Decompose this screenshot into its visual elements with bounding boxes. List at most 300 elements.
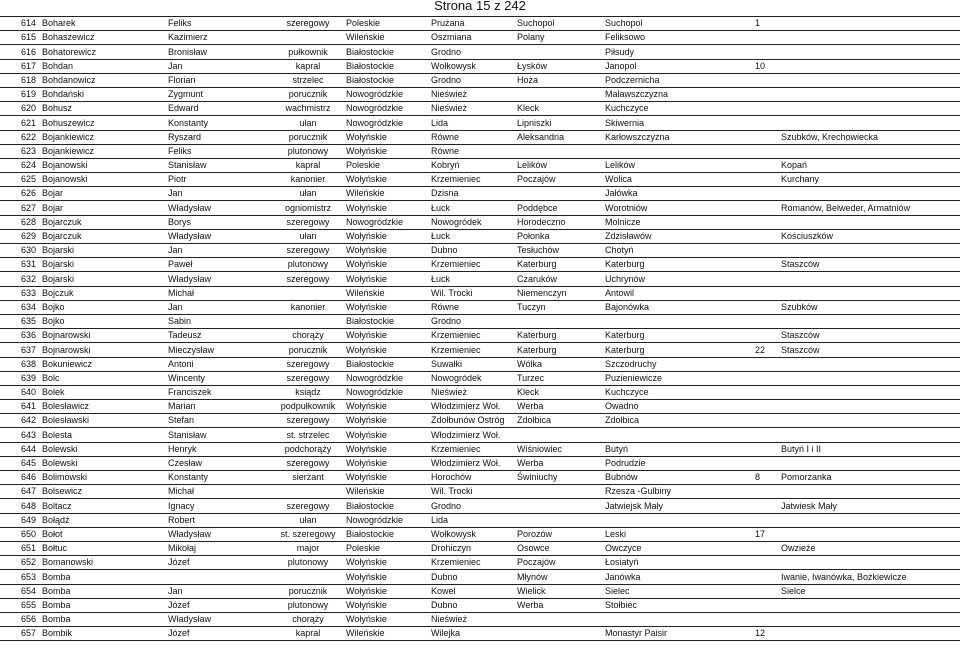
- row-number-cell: 638: [0, 357, 40, 371]
- row-number-cell: 631: [0, 258, 40, 272]
- row-number-cell: 649: [0, 513, 40, 527]
- row-number-cell: 655: [0, 598, 40, 612]
- locality-cell: Szczodruchy: [603, 357, 753, 371]
- rank-cell: major: [272, 541, 344, 555]
- rank-cell: chorąży: [272, 329, 344, 343]
- voivodeship-cell: Wileńskie: [344, 485, 429, 499]
- extra-number-cell: [753, 173, 779, 187]
- locality-cell: Feliksowo: [603, 31, 753, 45]
- extra-number-cell: [753, 244, 779, 258]
- locality-cell: Bajonówka: [603, 300, 753, 314]
- extra-number-cell: [753, 201, 779, 215]
- first-name-cell: Robert: [166, 513, 272, 527]
- first-name-cell: Ignacy: [166, 499, 272, 513]
- surname-cell: Bohuszewicz: [40, 116, 166, 130]
- first-name-cell: Władysław: [166, 229, 272, 243]
- table-row: [0, 513, 960, 527]
- rank-cell: wachmistrz: [272, 102, 344, 116]
- voivodeship-cell: Białostockie: [344, 499, 429, 513]
- row-number-cell: 624: [0, 158, 40, 172]
- row-number-cell: 625: [0, 173, 40, 187]
- locality-cell: Uchrynów: [603, 272, 753, 286]
- rank-cell: porucznik: [272, 584, 344, 598]
- county-cell: Włodzimierz Woł.: [429, 428, 515, 442]
- voivodeship-cell: Białostockie: [344, 314, 429, 328]
- voivodeship-cell: Wołyńskie: [344, 201, 429, 215]
- row-number-cell: 635: [0, 314, 40, 328]
- page-label: Strona 15 z 242: [434, 0, 526, 13]
- surname-cell: Bojko: [40, 300, 166, 314]
- table-row: [0, 144, 960, 158]
- row-number-cell: 657: [0, 627, 40, 641]
- voivodeship-cell: Białostockie: [344, 45, 429, 59]
- county-cell: Wil. Trocki: [429, 485, 515, 499]
- county-cell: Nowogródek: [429, 371, 515, 385]
- locality-cell: Kuchczyce: [603, 102, 753, 116]
- voivodeship-cell: Wołyńskie: [344, 229, 429, 243]
- locality-cell: Skiwernia: [603, 116, 753, 130]
- county-cell: Nieśwież: [429, 612, 515, 626]
- table-row: [0, 456, 960, 470]
- extra-number-cell: [753, 556, 779, 570]
- first-name-cell: Edward: [166, 102, 272, 116]
- voivodeship-cell: Wołyńskie: [344, 400, 429, 414]
- extra-number-cell: [753, 329, 779, 343]
- first-name-cell: Piotr: [166, 173, 272, 187]
- rank-cell: pułkownik: [272, 45, 344, 59]
- commune-cell: Lipniszki: [515, 116, 603, 130]
- row-number-cell: 620: [0, 102, 40, 116]
- county-cell: Nieśwież: [429, 87, 515, 101]
- settlement-cell: [779, 215, 960, 229]
- commune-cell: Tuczyn: [515, 300, 603, 314]
- settlement-cell: [779, 428, 960, 442]
- rank-cell: podpułkownik: [272, 400, 344, 414]
- first-name-cell: Jan: [166, 59, 272, 73]
- table-row: [0, 400, 960, 414]
- voivodeship-cell: Wołyńskie: [344, 258, 429, 272]
- table-row: [0, 272, 960, 286]
- table-row: [0, 73, 960, 87]
- first-name-cell: Bronisław: [166, 45, 272, 59]
- row-number-cell: 622: [0, 130, 40, 144]
- settlement-cell: [779, 59, 960, 73]
- first-name-cell: Józef: [166, 627, 272, 641]
- surname-cell: Bojnarowski: [40, 343, 166, 357]
- county-cell: Lida: [429, 513, 515, 527]
- first-name-cell: Konstanty: [166, 471, 272, 485]
- county-cell: Lida: [429, 116, 515, 130]
- settlement-cell: [779, 187, 960, 201]
- voivodeship-cell: Wileńskie: [344, 31, 429, 45]
- surname-cell: Bojar: [40, 201, 166, 215]
- extra-number-cell: [753, 314, 779, 328]
- surname-cell: Bojarczuk: [40, 229, 166, 243]
- locality-cell: Owczyce: [603, 541, 753, 555]
- first-name-cell: Władysław: [166, 612, 272, 626]
- rank-cell: podchorąży: [272, 442, 344, 456]
- surname-cell: Bombik: [40, 627, 166, 641]
- county-cell: Krzemieniec: [429, 442, 515, 456]
- row-number-cell: 641: [0, 400, 40, 414]
- rank-cell: chorąży: [272, 612, 344, 626]
- table-row: [0, 158, 960, 172]
- rank-cell: kanonier: [272, 300, 344, 314]
- locality-cell: Leski: [603, 527, 753, 541]
- commune-cell: Porozów: [515, 527, 603, 541]
- county-cell: Wil. Trocki: [429, 286, 515, 300]
- table-row: [0, 17, 960, 31]
- settlement-cell: [779, 400, 960, 414]
- table-row: [0, 570, 960, 584]
- row-number-cell: 650: [0, 527, 40, 541]
- row-number-cell: 634: [0, 300, 40, 314]
- voivodeship-cell: Poleskie: [344, 17, 429, 31]
- first-name-cell: Feliks: [166, 17, 272, 31]
- commune-cell: Lelików: [515, 158, 603, 172]
- commune-cell: Horodeczno: [515, 215, 603, 229]
- locality-cell: Janówka: [603, 570, 753, 584]
- rank-cell: szeregowy: [272, 215, 344, 229]
- row-number-cell: 632: [0, 272, 40, 286]
- settlement-cell: Romanów, Belweder, Armatniów: [779, 201, 960, 215]
- county-cell: Łuck: [429, 272, 515, 286]
- extra-number-cell: [753, 499, 779, 513]
- rank-cell: plutonowy: [272, 556, 344, 570]
- extra-number-cell: [753, 584, 779, 598]
- row-number-cell: 616: [0, 45, 40, 59]
- first-name-cell: Ryszard: [166, 130, 272, 144]
- row-number-cell: 644: [0, 442, 40, 456]
- voivodeship-cell: Białostockie: [344, 357, 429, 371]
- table-row: [0, 527, 960, 541]
- settlement-cell: [779, 102, 960, 116]
- row-number-cell: 646: [0, 471, 40, 485]
- locality-cell: Karłowszczyzna: [603, 130, 753, 144]
- first-name-cell: Tadeusz: [166, 329, 272, 343]
- commune-cell: [515, 87, 603, 101]
- row-number-cell: 636: [0, 329, 40, 343]
- commune-cell: Wólka: [515, 357, 603, 371]
- voivodeship-cell: Wołyńskie: [344, 612, 429, 626]
- settlement-cell: Staszców: [779, 329, 960, 343]
- table-row: [0, 102, 960, 116]
- extra-number-cell: [753, 45, 779, 59]
- rank-cell: szeregowy: [272, 357, 344, 371]
- settlement-cell: Kopań: [779, 158, 960, 172]
- rank-cell: kapral: [272, 158, 344, 172]
- surname-cell: Bojankiewicz: [40, 130, 166, 144]
- table-row: [0, 59, 960, 73]
- voivodeship-cell: Wołyńskie: [344, 414, 429, 428]
- surname-cell: Bokuniewicz: [40, 357, 166, 371]
- voivodeship-cell: Wołyńskie: [344, 428, 429, 442]
- surname-cell: Bohdanowicz: [40, 73, 166, 87]
- county-cell: Łuck: [429, 229, 515, 243]
- table-row: [0, 314, 960, 328]
- voivodeship-cell: Białostockie: [344, 527, 429, 541]
- commune-cell: [515, 627, 603, 641]
- extra-number-cell: [753, 385, 779, 399]
- voivodeship-cell: Wołyńskie: [344, 598, 429, 612]
- county-cell: Wołkowysk: [429, 527, 515, 541]
- settlement-cell: Pomorzanka: [779, 471, 960, 485]
- locality-cell: Monastyr Paisir: [603, 627, 753, 641]
- voivodeship-cell: Wołyńskie: [344, 173, 429, 187]
- commune-cell: Aleksandria: [515, 130, 603, 144]
- voivodeship-cell: Nowogródzkie: [344, 116, 429, 130]
- rank-cell: porucznik: [272, 130, 344, 144]
- settlement-cell: [779, 513, 960, 527]
- surname-cell: Bojarski: [40, 258, 166, 272]
- first-name-cell: Antoni: [166, 357, 272, 371]
- first-name-cell: Czesław: [166, 456, 272, 470]
- rank-cell: szeregowy: [272, 272, 344, 286]
- county-cell: Krzemieniec: [429, 343, 515, 357]
- surname-cell: Bołot: [40, 527, 166, 541]
- locality-cell: Katerburg: [603, 329, 753, 343]
- commune-cell: Osowce: [515, 541, 603, 555]
- county-cell: Włodzimierz Woł.: [429, 400, 515, 414]
- row-number-cell: 642: [0, 414, 40, 428]
- rank-cell: plutonowy: [272, 258, 344, 272]
- row-number-cell: 629: [0, 229, 40, 243]
- commune-cell: [515, 45, 603, 59]
- first-name-cell: Feliks: [166, 144, 272, 158]
- voivodeship-cell: Wołyńskie: [344, 442, 429, 456]
- voivodeship-cell: Wołyńskie: [344, 343, 429, 357]
- extra-number-cell: [753, 300, 779, 314]
- surname-cell: Bolimowski: [40, 471, 166, 485]
- locality-cell: Podrudzie: [603, 456, 753, 470]
- commune-cell: [515, 499, 603, 513]
- voivodeship-cell: Nowogródzkie: [344, 215, 429, 229]
- rank-cell: szeregowy: [272, 244, 344, 258]
- rank-cell: [272, 286, 344, 300]
- extra-number-cell: [753, 400, 779, 414]
- surname-cell: Bolc: [40, 371, 166, 385]
- commune-cell: Tesłuchów: [515, 244, 603, 258]
- voivodeship-cell: Wołyńskie: [344, 329, 429, 343]
- surname-cell: Bołtuc: [40, 541, 166, 555]
- settlement-cell: [779, 414, 960, 428]
- locality-cell: Podczernicha: [603, 73, 753, 87]
- extra-number-cell: [753, 598, 779, 612]
- rank-cell: ułan: [272, 116, 344, 130]
- row-number-cell: 640: [0, 385, 40, 399]
- surname-cell: Bolewski: [40, 456, 166, 470]
- county-cell: Dubno: [429, 598, 515, 612]
- voivodeship-cell: Wołyńskie: [344, 471, 429, 485]
- county-cell: Równe: [429, 144, 515, 158]
- first-name-cell: Władysław: [166, 201, 272, 215]
- extra-number-cell: 1: [753, 17, 779, 31]
- first-name-cell: Józef: [166, 598, 272, 612]
- first-name-cell: Władysław: [166, 527, 272, 541]
- county-cell: Grodno: [429, 73, 515, 87]
- voivodeship-cell: Wołyńskie: [344, 300, 429, 314]
- settlement-cell: [779, 556, 960, 570]
- locality-cell: Owadno: [603, 400, 753, 414]
- locality-cell: [603, 612, 753, 626]
- settlement-cell: [779, 286, 960, 300]
- commune-cell: [515, 485, 603, 499]
- table-row: [0, 541, 960, 555]
- first-name-cell: Kazimierz: [166, 31, 272, 45]
- settlement-cell: [779, 73, 960, 87]
- extra-number-cell: [753, 187, 779, 201]
- rank-cell: st. strzelec: [272, 428, 344, 442]
- extra-number-cell: [753, 144, 779, 158]
- row-number-cell: 626: [0, 187, 40, 201]
- surname-cell: Bojar: [40, 187, 166, 201]
- locality-cell: Wolica: [603, 173, 753, 187]
- settlement-cell: Butyń I i II: [779, 442, 960, 456]
- table-row: [0, 45, 960, 59]
- locality-cell: Zdołbica: [603, 414, 753, 428]
- rank-cell: ksiądz: [272, 385, 344, 399]
- rank-cell: kapral: [272, 59, 344, 73]
- table-row: [0, 116, 960, 130]
- locality-cell: Worotniów: [603, 201, 753, 215]
- voivodeship-cell: Białostockie: [344, 59, 429, 73]
- table-row: [0, 173, 960, 187]
- row-number-cell: 639: [0, 371, 40, 385]
- first-name-cell: Stanisław: [166, 158, 272, 172]
- voivodeship-cell: Wileńskie: [344, 187, 429, 201]
- voivodeship-cell: Wileńskie: [344, 627, 429, 641]
- table-row: [0, 627, 960, 641]
- county-cell: Krzemieniec: [429, 258, 515, 272]
- county-cell: Zdołbunów Ostróg: [429, 414, 515, 428]
- row-number-cell: 615: [0, 31, 40, 45]
- commune-cell: Kleck: [515, 385, 603, 399]
- surname-cell: Bolewski: [40, 442, 166, 456]
- row-number-cell: 617: [0, 59, 40, 73]
- rank-cell: porucznik: [272, 343, 344, 357]
- voivodeship-cell: Wołyńskie: [344, 584, 429, 598]
- extra-number-cell: [753, 102, 779, 116]
- rank-cell: [272, 485, 344, 499]
- commune-cell: [515, 612, 603, 626]
- commune-cell: Niemenczyn: [515, 286, 603, 300]
- commune-cell: Werba: [515, 400, 603, 414]
- records-table: [0, 16, 960, 641]
- locality-cell: [603, 144, 753, 158]
- locality-cell: Molnicze: [603, 215, 753, 229]
- extra-number-cell: [753, 258, 779, 272]
- settlement-cell: [779, 244, 960, 258]
- commune-cell: Werba: [515, 456, 603, 470]
- extra-number-cell: [753, 229, 779, 243]
- row-number-cell: 619: [0, 87, 40, 101]
- first-name-cell: Franciszek: [166, 385, 272, 399]
- surname-cell: Bohdan: [40, 59, 166, 73]
- voivodeship-cell: Nowogródzkie: [344, 371, 429, 385]
- table-row: [0, 201, 960, 215]
- voivodeship-cell: Wołyńskie: [344, 144, 429, 158]
- rank-cell: szeregowy: [272, 499, 344, 513]
- first-name-cell: Mieczysław: [166, 343, 272, 357]
- surname-cell: Boharek: [40, 17, 166, 31]
- surname-cell: Bohdański: [40, 87, 166, 101]
- first-name-cell: Sabin: [166, 314, 272, 328]
- county-cell: Nowogródek: [429, 215, 515, 229]
- commune-cell: Werba: [515, 598, 603, 612]
- locality-cell: Stołbiec: [603, 598, 753, 612]
- county-cell: Krzemieniec: [429, 556, 515, 570]
- extra-number-cell: 12: [753, 627, 779, 641]
- county-cell: Prużana: [429, 17, 515, 31]
- table-row: [0, 31, 960, 45]
- surname-cell: Boltacz: [40, 499, 166, 513]
- settlement-cell: [779, 87, 960, 101]
- table-row: [0, 329, 960, 343]
- voivodeship-cell: Nowogródzkie: [344, 513, 429, 527]
- settlement-cell: [779, 598, 960, 612]
- row-number-cell: 653: [0, 570, 40, 584]
- county-cell: Równe: [429, 300, 515, 314]
- locality-cell: Sielec: [603, 584, 753, 598]
- settlement-cell: [779, 627, 960, 641]
- row-number-cell: 628: [0, 215, 40, 229]
- locality-cell: [603, 314, 753, 328]
- rank-cell: porucznik: [272, 87, 344, 101]
- row-number-cell: 645: [0, 456, 40, 470]
- rank-cell: sierżant: [272, 471, 344, 485]
- row-number-cell: 654: [0, 584, 40, 598]
- extra-number-cell: [753, 357, 779, 371]
- table-row: [0, 87, 960, 101]
- extra-number-cell: [753, 513, 779, 527]
- first-name-cell: Jan: [166, 187, 272, 201]
- row-number-cell: 630: [0, 244, 40, 258]
- surname-cell: Bohusz: [40, 102, 166, 116]
- first-name-cell: Paweł: [166, 258, 272, 272]
- county-cell: Łuck: [429, 201, 515, 215]
- rank-cell: st. szeregowy: [272, 527, 344, 541]
- county-cell: Kobryń: [429, 158, 515, 172]
- locality-cell: Lelików: [603, 158, 753, 172]
- extra-number-cell: [753, 215, 779, 229]
- commune-cell: [515, 144, 603, 158]
- row-number-cell: 623: [0, 144, 40, 158]
- voivodeship-cell: Nowogródzkie: [344, 385, 429, 399]
- settlement-cell: [779, 144, 960, 158]
- extra-number-cell: [753, 612, 779, 626]
- settlement-cell: [779, 314, 960, 328]
- locality-cell: Zdzisławów: [603, 229, 753, 243]
- commune-cell: Katerburg: [515, 343, 603, 357]
- locality-cell: Rzesza -Gulbiny: [603, 485, 753, 499]
- surname-cell: Bomba: [40, 570, 166, 584]
- county-cell: Dubno: [429, 244, 515, 258]
- settlement-cell: [779, 272, 960, 286]
- settlement-cell: [779, 371, 960, 385]
- table-row: [0, 598, 960, 612]
- row-number-cell: 651: [0, 541, 40, 555]
- county-cell: Kowel: [429, 584, 515, 598]
- extra-number-cell: [753, 485, 779, 499]
- surname-cell: Bołądź: [40, 513, 166, 527]
- settlement-cell: [779, 357, 960, 371]
- table-row: [0, 556, 960, 570]
- county-cell: Grodno: [429, 314, 515, 328]
- table-row: [0, 442, 960, 456]
- row-number-cell: 633: [0, 286, 40, 300]
- commune-cell: Świniuchy: [515, 471, 603, 485]
- first-name-cell: Florian: [166, 73, 272, 87]
